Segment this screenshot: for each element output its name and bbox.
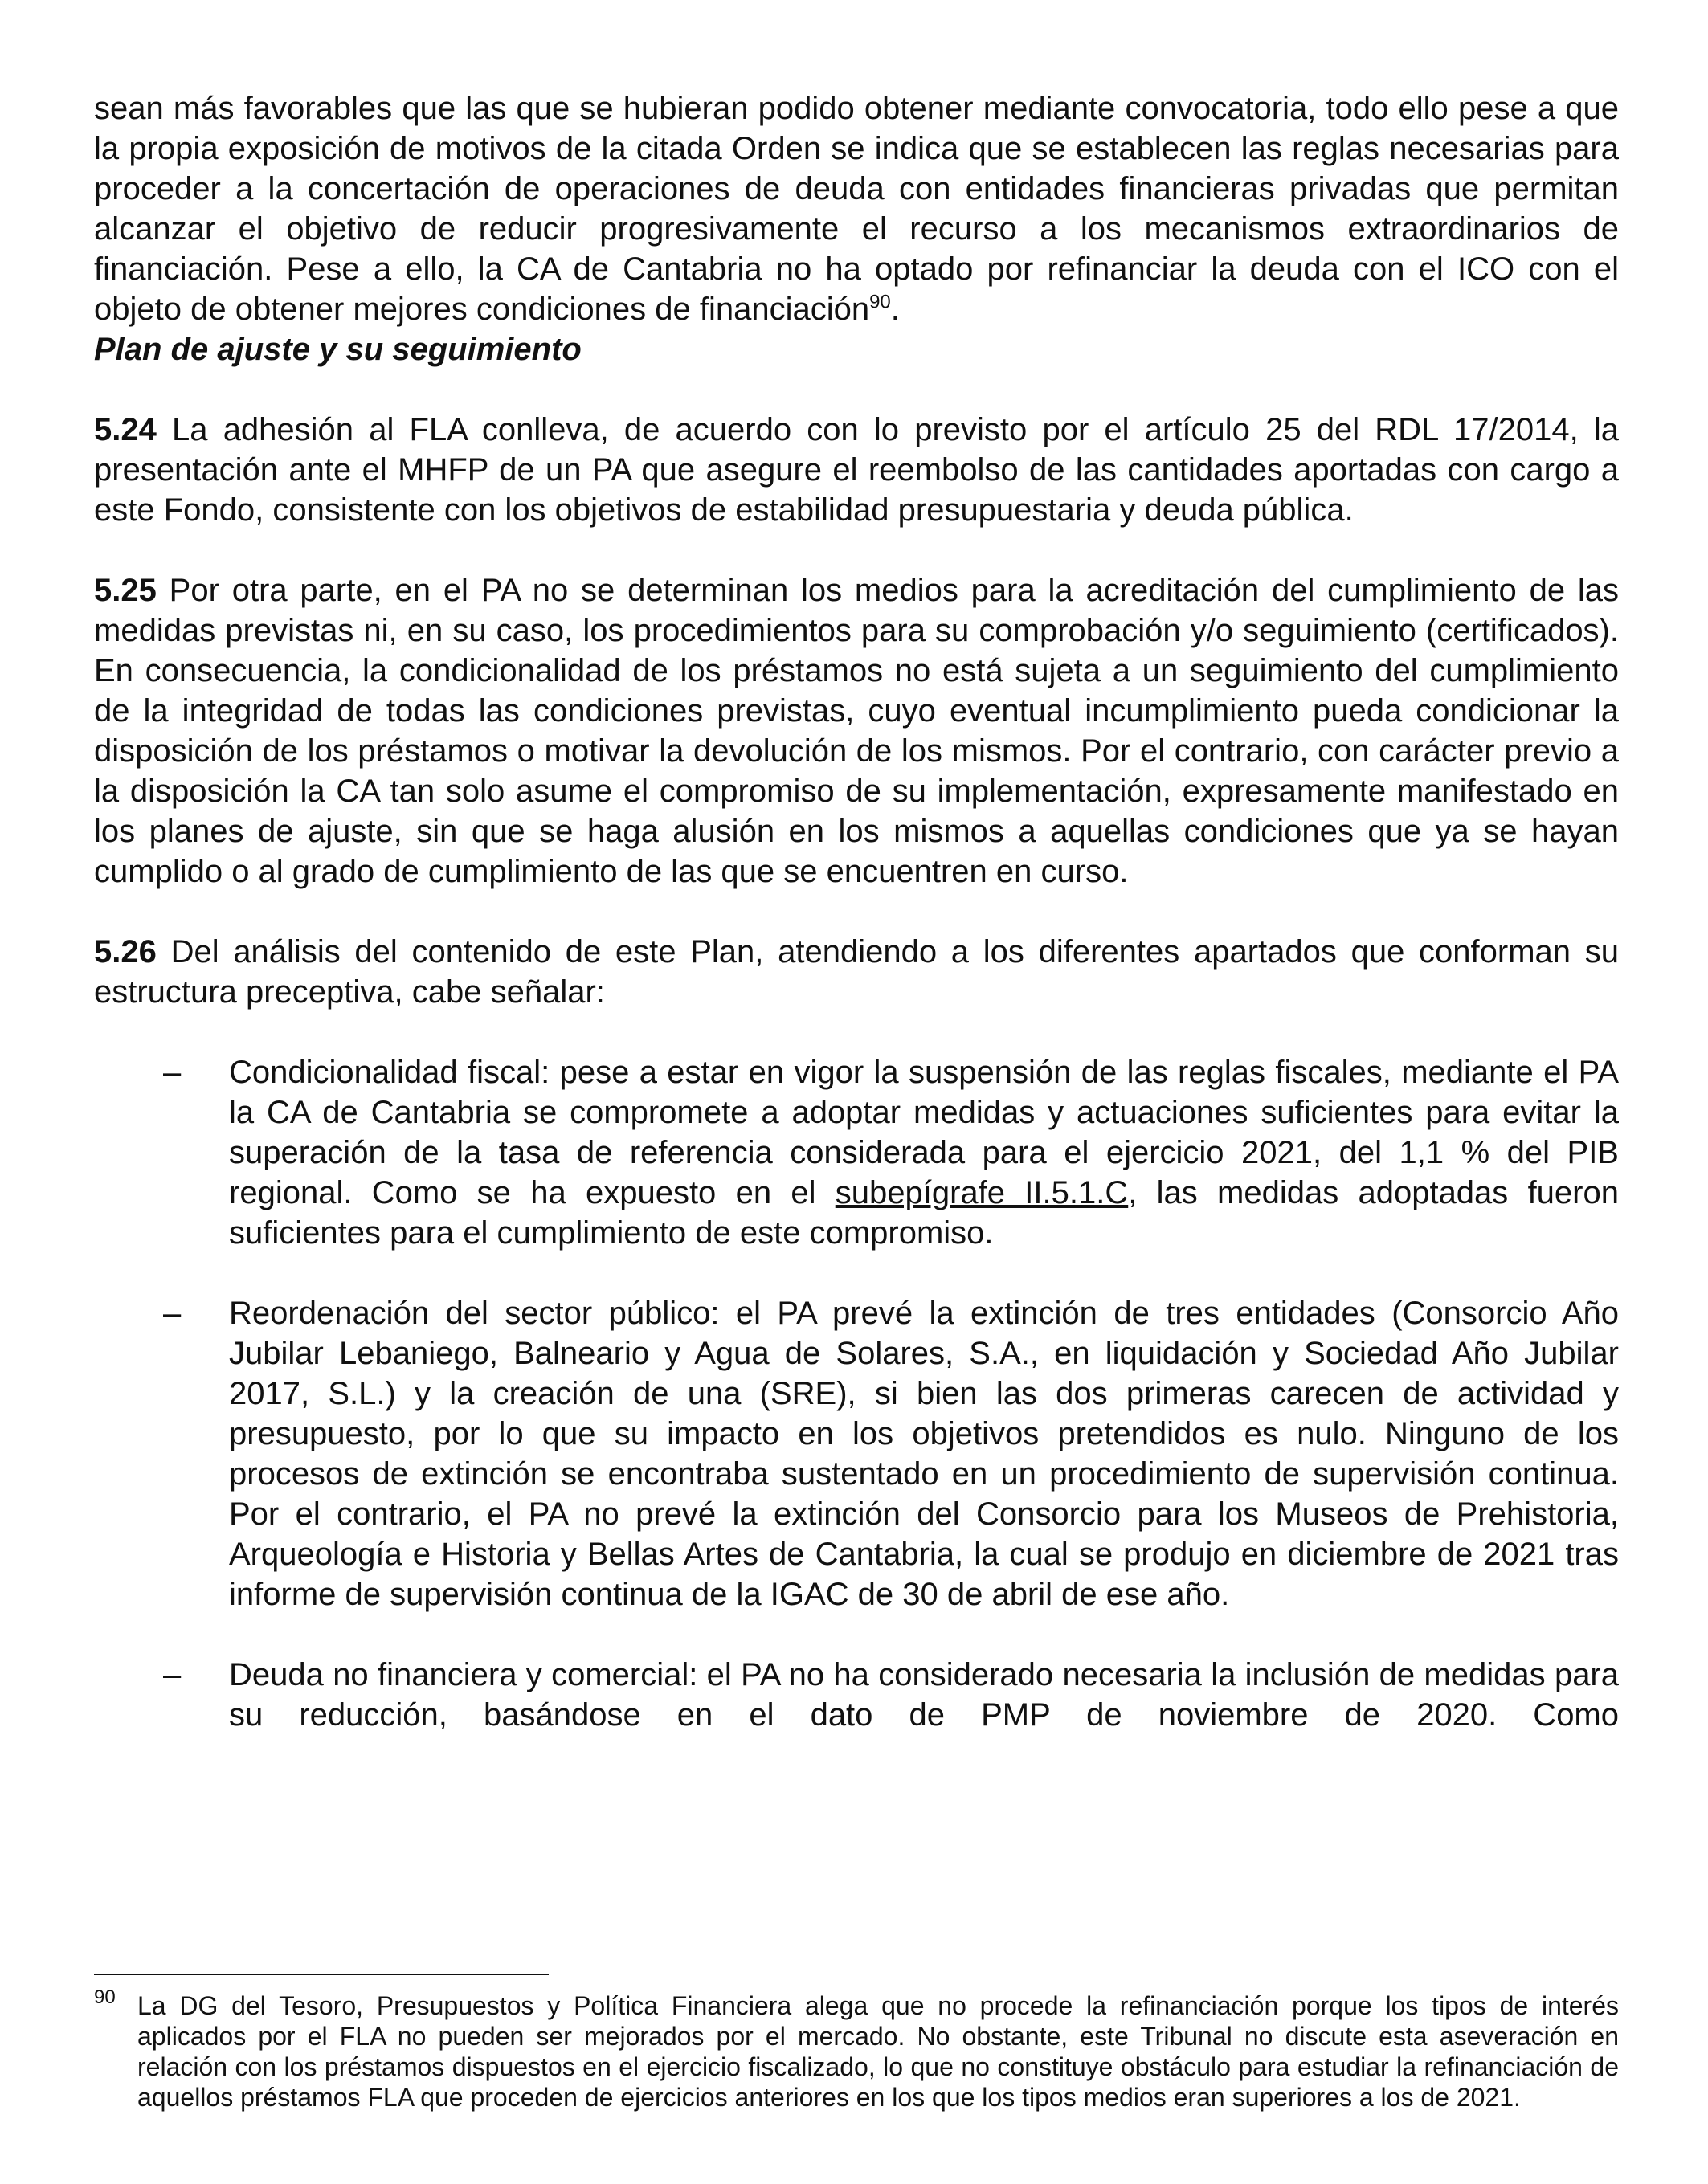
paragraph-number: 5.24 xyxy=(94,412,157,447)
bullet-public-sector-reorganization xyxy=(94,1293,1619,1615)
bullet-non-financial-debt xyxy=(94,1655,1619,1735)
paragraph-text: Por otra parte, en el PA no se determinan los medios para la acreditación del cumplimiento de las medidas previstas ni, en su caso, los procedimientos para su comprobación y/o seguimiento (certificados). En consecuencia, la condicionalidad de los préstamos no está sujeta a un seguimiento del cumplimiento de la integridad de todas las condiciones previstas, cuyo eventual incumplimiento pueda condicionar la disposición de los préstamos o motivar la devolución de los mismos. Por el contrario, con carácter previo a la disposición la CA tan solo asume el compromiso de su implementación, expresamente manifestado en los planes de ajuste, sin que se haga alusión en los mismos a aquellas condiciones que ya se hayan cumplido o al grado de cumplimiento de las que se encuentren en curso. xyxy=(94,573,1619,889)
paragraph-text: La adhesión al FLA conlleva, de acuerdo con lo previsto por el artículo 25 del RDL 17/2014, la presentación ante el MHFP de un PA que asegure el reembolso de las cantidades aportadas con cargo a este Fondo, consistente con los objetivos de estabilidad presupuestaria y deuda pública. xyxy=(94,412,1619,528)
section-heading: Plan de ajuste y su seguimiento xyxy=(94,332,582,367)
paragraph-5-25 xyxy=(94,570,1619,892)
bullet-fiscal-conditionality xyxy=(94,1052,1619,1253)
bullet-text-start: Condicionalidad fiscal: pese a estar en vigor la suspensión de las reglas fiscales, mediante el PA la CA de Cantabria se compromete a adoptar medidas y actuaciones suficientes para evitar la superación de la tasa de referencia considerada para el ejercicio 2021, del 1,1 % del PIB regional. Como se ha expuesto en el xyxy=(229,1055,1619,1210)
bullet-text: Deuda no financiera y comercial: el PA no ha considerado necesaria la inclusión de medidas para su reducción, basándose en el dato de PMP de noviembre de 2020. Como xyxy=(229,1657,1619,1733)
paragraph-5-26 xyxy=(94,932,1619,1012)
intro-text: sean más favorables que las que se hubieran podido obtener mediante convocatoria, todo ello pese a que la propia exposición de motivos de la citada Orden se indica que se establecen las reglas necesarias para proceder a la concertación de operaciones de deuda con entidades financieras privadas que permitan alcanzar el objetivo de reducir progresivamente el recurso a los mecanismos extraordinarios de financiación. Pese a ello, la CA de Cantabria no ha optado por refinanciar la deuda con el ICO con el objeto de obtener mejores condiciones de financiación xyxy=(94,91,1619,327)
subepigrafe-link[interactable]: subepígrafe II.5.1.C xyxy=(835,1175,1129,1210)
paragraph-number: 5.26 xyxy=(94,934,157,970)
dash-bullet-icon: – xyxy=(163,1296,182,1331)
footnote-number: 90 xyxy=(94,1986,116,2008)
paragraph-text: Del análisis del contenido de este Plan, atendiendo a los diferentes apartados que conforman su estructura preceptiva, cabe señalar: xyxy=(94,934,1619,1010)
footnote xyxy=(94,1986,1619,2113)
paragraph-5-24 xyxy=(94,410,1619,530)
bullet-text-end: , las medidas adoptadas fueron suficientes para el cumplimiento de este compromiso. xyxy=(229,1175,1619,1251)
footnote-reference[interactable]: 90 xyxy=(869,291,891,313)
bullet-text xyxy=(229,1052,1619,1253)
dash-bullet-icon: – xyxy=(163,1657,182,1692)
bullet-text: Reordenación del sector público: el PA prevé la extinción de tres entidades (Consorcio Año Jubilar Lebaniego, Balneario y Agua de Solares, S.A., en liquidación y Sociedad Año Jubilar 2017, S.L.) y la creación de una (SRE), si bien las dos primeras carecen de actividad y presupuesto, por lo que su impacto en los objetivos pretendidos es nulo. Ninguno de los procesos de extinción se encontraba sustentado en un procedimiento de supervisión continua. Por el contrario, el PA no prevé la extinción del Consorcio para los Museos de Prehistoria, Arqueología e Historia y Bellas Artes de Cantabria, la cual se produjo en diciembre de 2021 tras informe de supervisión continua de la IGAC de 30 de abril de ese año. xyxy=(229,1296,1619,1612)
paragraph-number: 5.25 xyxy=(94,573,157,608)
footnote-text: La DG del Tesoro, Presupuestos y Política Financiera alega que no procede la refinanciación porque los tipos de interés aplicados por el FLA no pueden ser mejorados por el mercado. No obstante, este Tribunal no discute esta aseveración en relación con los préstamos dispuestos en el ejercicio fiscalizado, lo que no constituye obstáculo para estudiar la refinanciación de aquellos préstamos FLA que proceden de ejercicios anteriores en los que los tipos medios eran superiores a los de 2021. xyxy=(137,1991,1619,2112)
dash-bullet-icon: – xyxy=(163,1055,182,1090)
intro-end: . xyxy=(890,292,900,327)
intro-paragraph xyxy=(94,88,1619,329)
footnote-separator xyxy=(94,1974,549,1975)
page-body xyxy=(94,88,1619,1735)
